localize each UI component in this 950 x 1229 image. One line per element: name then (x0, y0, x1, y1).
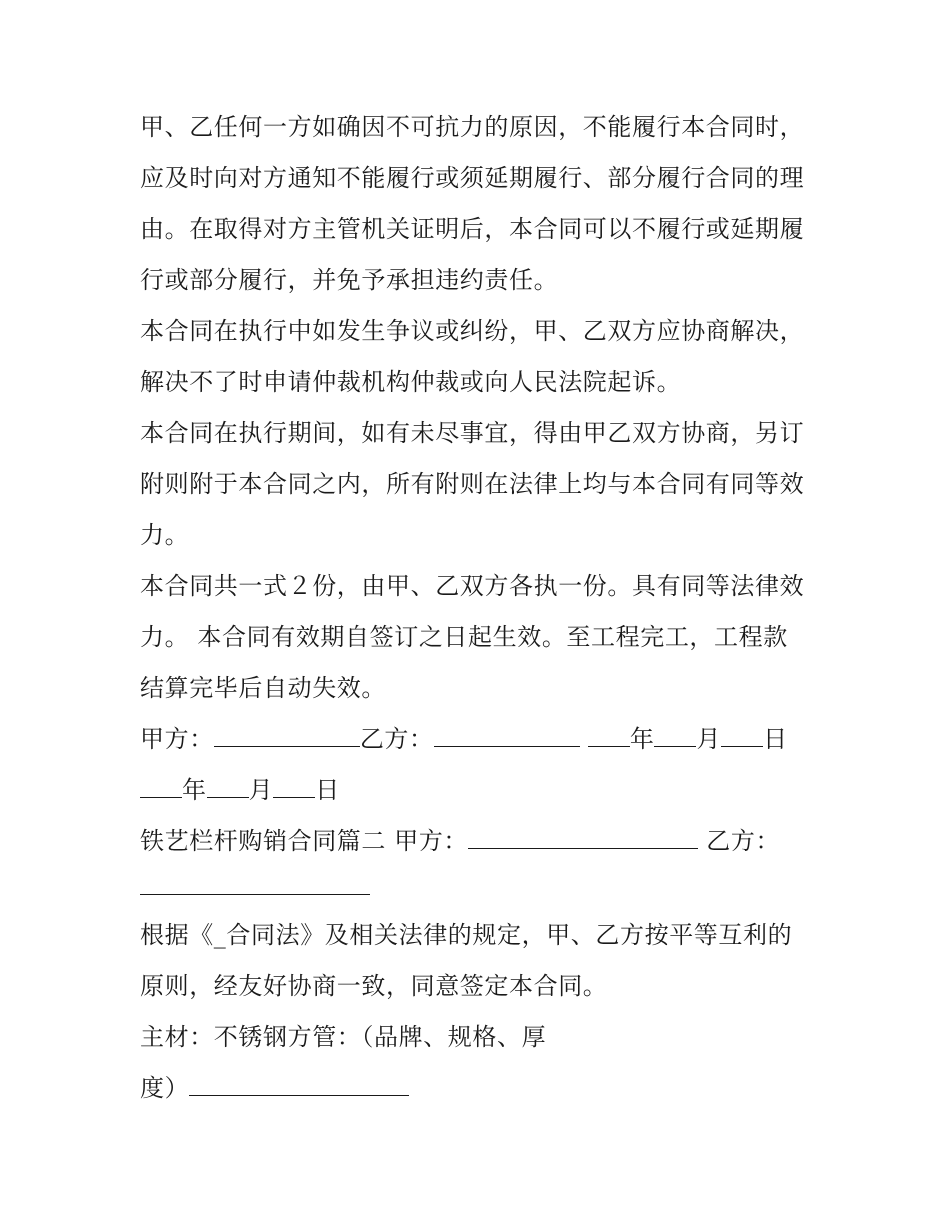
paragraph-line: 本合同共一式２份，由甲、乙双方各执一份。具有同等法律效 (140, 572, 805, 600)
paragraph-line: 根据《_合同法》及相关法律的规定，甲、乙方按平等互利的 (140, 921, 793, 949)
paragraph-line: 由。在取得对方主管机关证明后，本合同可以不履行或延期履 (140, 215, 805, 243)
paragraph-line: 本合同在执行期间，如有未尽事宜，得由甲乙双方协商，另订 (140, 419, 805, 447)
year-label: 年 (182, 776, 207, 804)
paragraph-line: 甲、乙任何一方如确因不可抗力的原因，不能履行本合同时， (140, 113, 805, 141)
paragraph-line: 解决不了时申请仲裁机构仲裁或向人民法院起诉。 (140, 368, 682, 396)
day-label: 日 (763, 725, 788, 753)
section-two-heading (140, 826, 780, 856)
party-b-blank (434, 724, 580, 747)
materials-line: 主材：不锈钢方管：（品牌、规格、厚 (140, 1023, 547, 1051)
year-blank (588, 724, 630, 747)
party-a-blank (468, 826, 698, 849)
party-a-label: 甲方： (140, 725, 214, 753)
materials-line-2 (140, 1073, 409, 1103)
section-two-title: 铁艺栏杆购销合同篇二 (140, 827, 386, 855)
month-label: 月 (696, 725, 722, 753)
paragraph-line: 原则，经友好协商一致，同意签定本合同。 (140, 972, 608, 1000)
party-b-blank (140, 872, 370, 895)
signature-line (140, 724, 788, 754)
date-line (140, 775, 340, 805)
paragraph-line: 本合同在执行中如发生争议或纠纷，甲、乙双方应协商解决， (140, 317, 805, 345)
party-b-label: 乙方： (706, 827, 781, 855)
party-a-label: 甲方： (394, 827, 469, 855)
paragraph-line: 力。 本合同有效期自签订之日起生效。至工程完工，工程款 (140, 623, 788, 651)
month-label: 月 (248, 776, 274, 804)
month-blank (207, 775, 249, 798)
paragraph-line: 行或部分履行，并免予承担违约责任。 (140, 266, 559, 294)
day-blank (273, 775, 315, 798)
party-a-blank (214, 724, 360, 747)
party-b-blank-line (140, 872, 370, 902)
paragraph-line: 附则附于本合同之内，所有附则在法律上均与本合同有同等效 (140, 470, 805, 498)
day-blank (721, 724, 763, 747)
month-blank (654, 724, 696, 747)
materials-blank (189, 1073, 409, 1096)
paragraph-line: 结算完毕后自动失效。 (140, 674, 386, 702)
paragraph-line: 力。 (140, 521, 190, 549)
year-blank (140, 775, 182, 798)
paragraph-line: 应及时向对方通知不能履行或须延期履行、部分履行合同的理 (140, 164, 805, 192)
day-label: 日 (315, 776, 340, 804)
year-label: 年 (629, 725, 655, 753)
materials-prefix: 度） (140, 1074, 190, 1102)
party-b-label: 乙方： (359, 725, 434, 753)
